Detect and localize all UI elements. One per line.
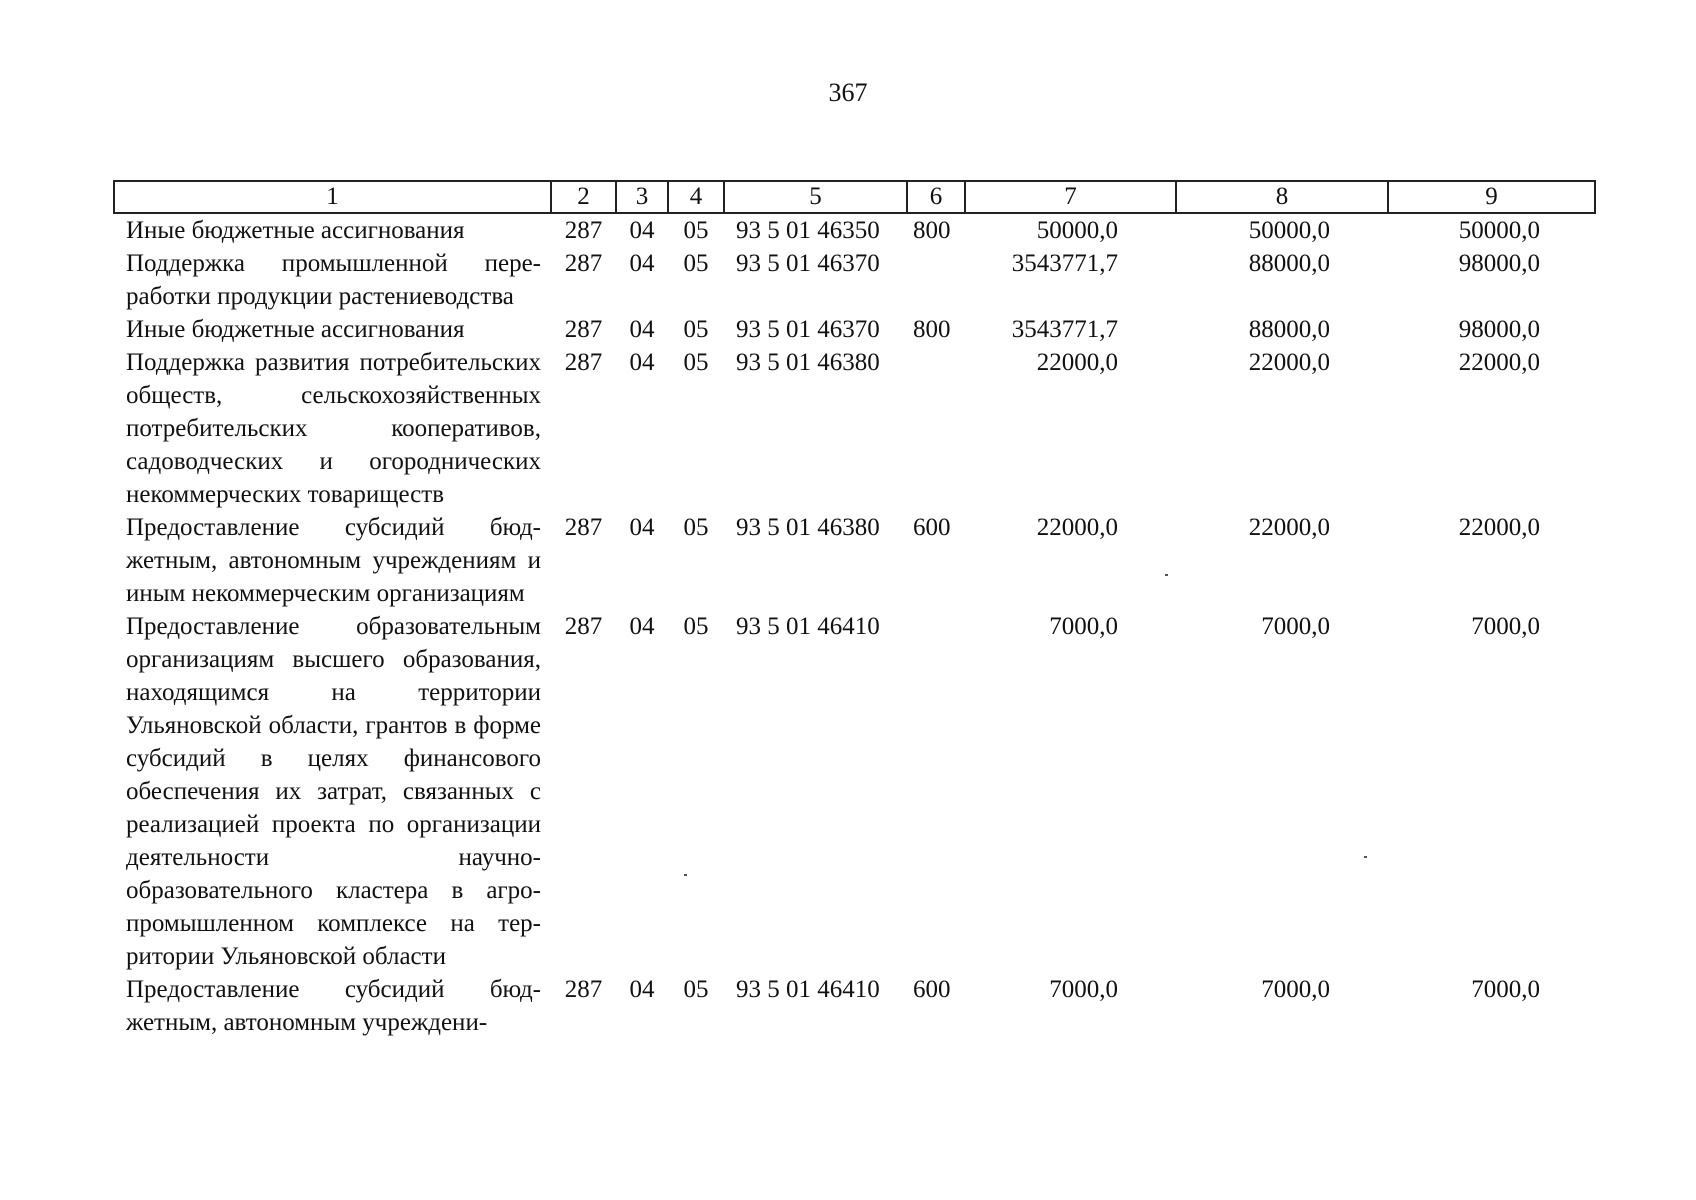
row-amount-col7: 3543771,7 xyxy=(1011,250,1118,277)
header-col-4: 4 xyxy=(668,181,724,213)
row-section-code: 04 xyxy=(629,217,655,244)
row-target-article: 93 5 01 46350 xyxy=(736,217,880,244)
header-col-1: 1 xyxy=(114,181,551,213)
row-amount-col9: 98000,0 xyxy=(1458,250,1540,277)
row-section-code: 04 xyxy=(629,349,655,376)
row-amount-col7: 22000,0 xyxy=(1036,514,1118,541)
row-amount-col7: 7000,0 xyxy=(1049,613,1118,640)
row-amount-col8: 7000,0 xyxy=(1261,613,1330,640)
row-target-article: 93 5 01 46410 xyxy=(736,613,880,640)
row-expense-type: 600 xyxy=(913,976,951,1003)
row-section-code: 04 xyxy=(629,976,655,1003)
row-amount-col9: 22000,0 xyxy=(1458,514,1540,541)
row-ministry-code: 287 xyxy=(564,514,603,541)
row-amount-col9: 98000,0 xyxy=(1458,316,1540,343)
row-name: Поддержка развития потребительских обществ, сельскохозяйственных потребительских кооперативов, садоводческих и огороднических некоммерческих товариществ xyxy=(126,349,541,508)
row-amount-col8: 7000,0 xyxy=(1261,976,1330,1003)
row-name: Предоставление субсидий бюджетным, автономным учреждениям и иным некоммерческим организациям xyxy=(126,514,541,607)
row-expense-type: 800 xyxy=(913,316,951,343)
row-subsection-code: 05 xyxy=(683,976,709,1003)
row-target-article: 93 5 01 46380 xyxy=(736,349,880,376)
header-col-2: 2 xyxy=(551,181,616,213)
row-expense-type: 600 xyxy=(913,514,951,541)
row-ministry-code: 287 xyxy=(564,613,603,640)
scan-speck xyxy=(684,874,687,876)
row-target-article: 93 5 01 46370 xyxy=(736,316,880,343)
row-expense-type xyxy=(907,610,965,973)
table-header-row xyxy=(114,181,1595,213)
row-target-article: 93 5 01 46410 xyxy=(736,976,880,1003)
row-amount-col8: 22000,0 xyxy=(1248,349,1330,376)
row-section-code: 04 xyxy=(629,316,655,343)
row-name: Предоставление образовательным организациям высшего образования, находящимся на территории Ульяновской области, грантов в форме субсидий в целях финансового обеспечения их затрат, связанных с реализацией проекта по организации деятельности научно-образовательного кластера в агропромышленном комплексе на территории Ульяновской области xyxy=(126,613,541,970)
row-target-article: 93 5 01 46380 xyxy=(736,514,880,541)
budget-table xyxy=(113,180,1596,1039)
header-col-7: 7 xyxy=(965,181,1176,213)
row-amount-col9: 7000,0 xyxy=(1471,613,1540,640)
header-col-9: 9 xyxy=(1388,181,1595,213)
row-subsection-code: 05 xyxy=(683,514,709,541)
row-amount-col7: 7000,0 xyxy=(1049,976,1118,1003)
scan-speck xyxy=(1165,574,1168,576)
row-amount-col9: 50000,0 xyxy=(1458,217,1540,244)
row-expense-type: 800 xyxy=(913,217,951,244)
row-name: Иные бюджетные ассигнования xyxy=(126,316,465,343)
row-ministry-code: 287 xyxy=(564,217,603,244)
row-amount-col8: 22000,0 xyxy=(1248,514,1330,541)
scan-speck xyxy=(1364,856,1367,858)
row-name: Поддержка промышленной переработки продукции растениеводства xyxy=(126,250,541,310)
table-row xyxy=(114,213,1595,247)
row-subsection-code: 05 xyxy=(683,250,709,277)
table-row xyxy=(114,973,1595,1039)
row-expense-type xyxy=(907,247,965,313)
row-amount-col8: 50000,0 xyxy=(1248,217,1330,244)
row-amount-col9: 7000,0 xyxy=(1471,976,1540,1003)
row-amount-col7: 3543771,7 xyxy=(1011,316,1118,343)
row-amount-col8: 88000,0 xyxy=(1248,316,1330,343)
row-ministry-code: 287 xyxy=(564,316,603,343)
row-amount-col9: 22000,0 xyxy=(1458,349,1540,376)
row-expense-type xyxy=(907,346,965,511)
row-ministry-code: 287 xyxy=(564,976,603,1003)
table-row xyxy=(114,313,1595,346)
row-amount-col7: 50000,0 xyxy=(1036,217,1118,244)
row-subsection-code: 05 xyxy=(683,613,709,640)
row-amount-col7: 22000,0 xyxy=(1036,349,1118,376)
row-ministry-code: 287 xyxy=(564,349,603,376)
page-number: 367 xyxy=(828,78,868,107)
header-col-8: 8 xyxy=(1176,181,1388,213)
row-subsection-code: 05 xyxy=(683,217,709,244)
row-subsection-code: 05 xyxy=(683,316,709,343)
row-section-code: 04 xyxy=(629,613,655,640)
table-row xyxy=(114,511,1595,610)
row-section-code: 04 xyxy=(629,250,655,277)
table-row xyxy=(114,346,1595,511)
row-target-article: 93 5 01 46370 xyxy=(736,250,880,277)
row-amount-col8: 88000,0 xyxy=(1248,250,1330,277)
table-row xyxy=(114,247,1595,313)
row-ministry-code: 287 xyxy=(564,250,603,277)
header-col-3: 3 xyxy=(616,181,668,213)
header-col-6: 6 xyxy=(907,181,965,213)
row-name: Иные бюджетные ассигнования xyxy=(126,217,465,244)
row-subsection-code: 05 xyxy=(683,349,709,376)
header-col-5: 5 xyxy=(724,181,907,213)
table-row xyxy=(114,610,1595,973)
row-section-code: 04 xyxy=(629,514,655,541)
row-name: Предоставление субсидий бюджетным, автономным учреждени- xyxy=(126,976,541,1036)
